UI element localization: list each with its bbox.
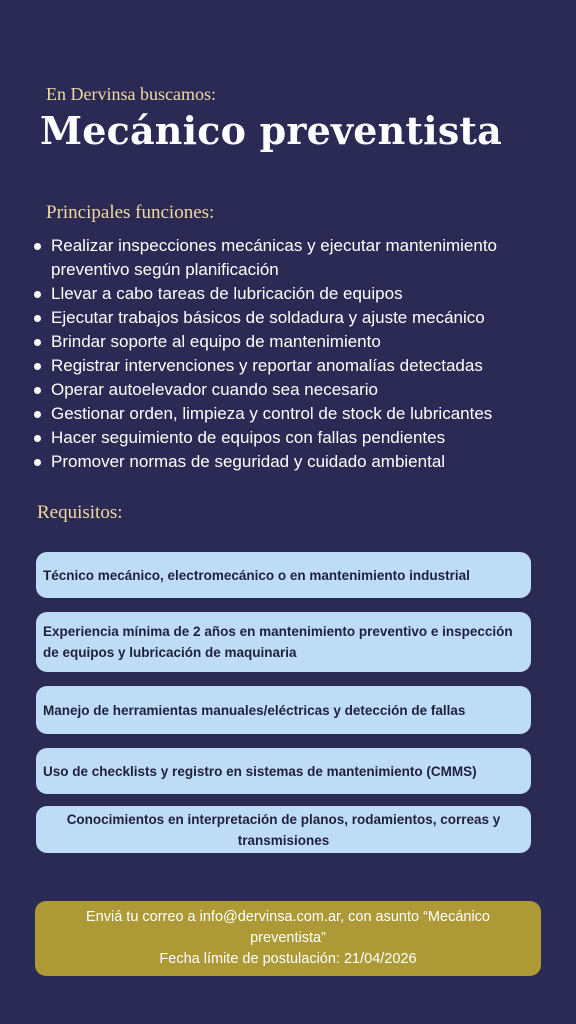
function-item: Llevar a cabo tareas de lubricación de equipos [32, 282, 552, 306]
requirement-card [36, 612, 531, 672]
requirement-text: Experiencia mínima de 2 años en mantenimiento preventivo e inspección de equipos y lubricación de maquinaria [43, 624, 513, 660]
function-item: Operar autoelevador cuando sea necesario [32, 378, 552, 402]
cta-email-line: Enviá tu correo a info@dervinsa.com.ar, con asunto “Mecánico preventista” [85, 909, 490, 946]
function-item: Gestionar orden, limpieza y control de stock de lubricantes [32, 402, 552, 426]
requirement-text: Uso de checklists y registro en sistemas de mantenimiento (CMMS) [43, 763, 477, 779]
function-item: Promover normas de seguridad y cuidado ambiental [32, 450, 552, 474]
function-item: Brindar soporte al equipo de mantenimiento [32, 330, 552, 354]
requirement-card [36, 806, 531, 853]
function-item: Ejecutar trabajos básicos de soldadura y ajuste mecánico [32, 306, 552, 330]
requirement-text: Técnico mecánico, electromecánico o en mantenimiento industrial [43, 567, 470, 583]
requirement-card [36, 686, 531, 734]
function-item: Registrar intervenciones y reportar anomalías detectadas [32, 354, 552, 378]
application-cta [35, 901, 541, 976]
requirements-heading: Requisitos: [37, 502, 123, 523]
requirement-text: Conocimientos en interpretación de planos, rodamientos, correas y transmisiones [66, 811, 501, 848]
functions-list [32, 234, 552, 474]
requirement-text: Manejo de herramientas manuales/eléctricas y detección de fallas [43, 702, 466, 718]
function-item: Hacer seguimiento de equipos con fallas pendientes [32, 426, 552, 450]
function-item: Realizar inspecciones mecánicas y ejecutar mantenimiento preventivo según planificación [32, 234, 552, 282]
job-title: Mecánico preventista [40, 108, 502, 153]
company-kicker: En Dervinsa buscamos: [46, 84, 216, 104]
requirement-card [36, 748, 531, 794]
requirement-card [36, 552, 531, 598]
functions-heading: Principales funciones: [46, 202, 215, 223]
cta-deadline-line: Fecha límite de postulación: 21/04/2026 [159, 951, 417, 967]
